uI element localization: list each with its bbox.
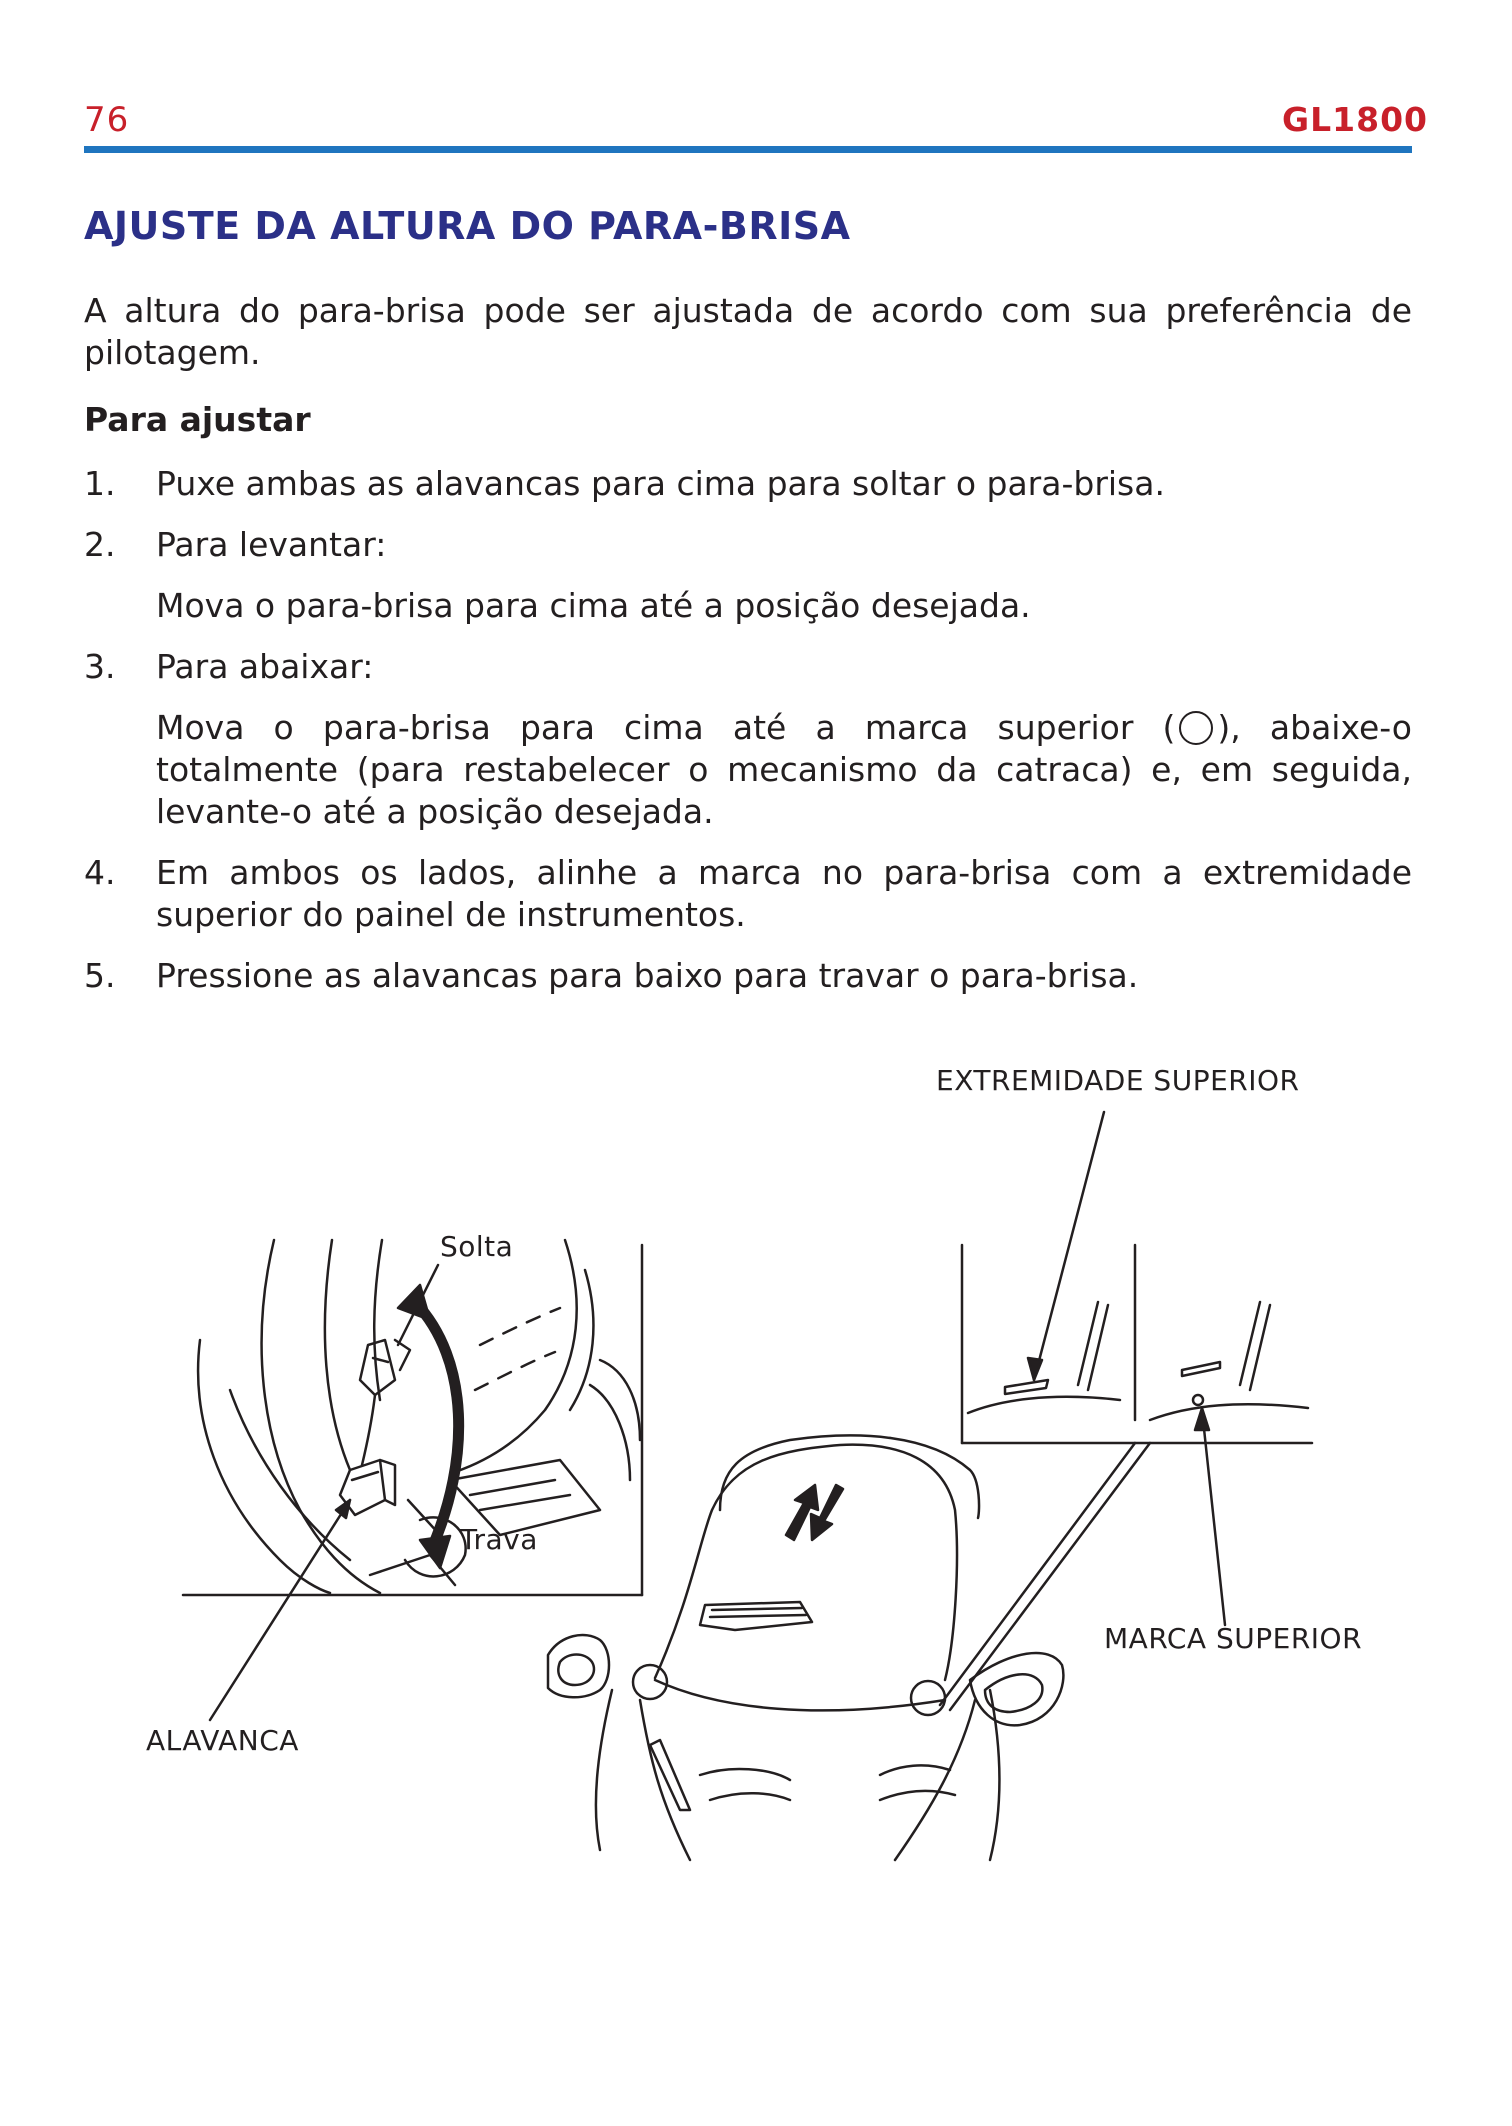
section-title: AJUSTE DA ALTURA DO PARA-BRISA [84, 204, 851, 248]
step-text: Para levantar: [156, 525, 387, 564]
illustration-drawing [0, 1040, 1512, 1900]
intro-paragraph: A altura do para-brisa pode ser ajustada de acordo com sua preferência de pilotagem. [84, 291, 1412, 372]
step-number: 1. [84, 464, 116, 503]
page-number: 76 [84, 100, 130, 140]
label-solta: Solta [440, 1230, 514, 1263]
motorcycle-front-drawing [548, 1435, 1063, 1860]
step-subtext: Mova o para-brisa para cima até a posição desejada. [156, 586, 1031, 625]
windshield-illustration [0, 1040, 1512, 1900]
steps-list [84, 463, 1412, 1016]
step-1 [84, 463, 1412, 505]
step-text: Pressione as alavancas para baixo para travar o para-brisa. [156, 956, 1139, 995]
step-text: Para abaixar: [156, 647, 374, 686]
step-number: 3. [84, 647, 116, 686]
subheading: Para ajustar [84, 400, 311, 439]
mark-detail-drawing [940, 1112, 1312, 1710]
step-3 [84, 646, 1412, 833]
label-extremidade-superior: EXTREMIDADE SUPERIOR [936, 1064, 1300, 1097]
step-number: 4. [84, 853, 116, 892]
label-trava: Trava [460, 1523, 538, 1556]
header-rule [84, 146, 1412, 153]
step-number: 2. [84, 525, 116, 564]
step-number: 5. [84, 956, 116, 995]
step-subtext [156, 707, 1412, 833]
step-2 [84, 524, 1412, 627]
lever-detail-drawing [183, 1240, 642, 1720]
step-subtext-after: ), abaixe-o totalmente (para restabelecer o mecanismo da catraca) e, em seguida, levante-o até a posição desejada. [156, 708, 1412, 831]
step-4 [84, 852, 1412, 936]
label-alavanca: ALAVANCA [146, 1724, 299, 1757]
step-subtext-before: Mova o para-brisa para cima até a marca superior ( [156, 708, 1176, 747]
step-text: Em ambos os lados, alinhe a marca no para-brisa com a extremidade superior do painel de instrumentos. [156, 853, 1412, 934]
model-name: GL1800 [1282, 100, 1428, 139]
circle-mark-icon [1179, 711, 1213, 745]
label-marca-superior: MARCA SUPERIOR [1104, 1622, 1363, 1655]
step-text: Puxe ambas as alavancas para cima para soltar o para-brisa. [156, 464, 1165, 503]
step-5 [84, 955, 1412, 997]
